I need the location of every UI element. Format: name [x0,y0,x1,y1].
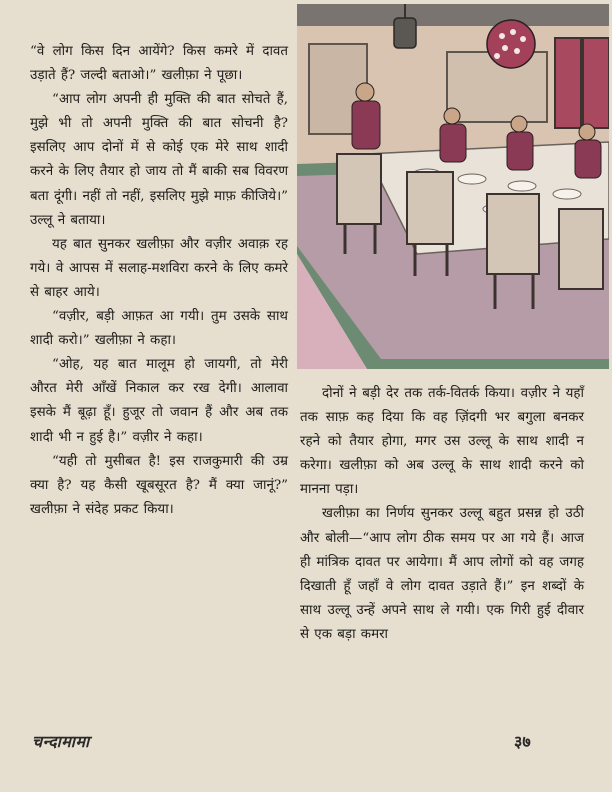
chandelier-ball [487,20,535,68]
paragraph-2: “आप लोग अपनी ही मुक्ति की बात सोचते हैं, मुझे भी तो अपनी मुक्ति की बात सोचनी है? इसलिए आप दोनों में से कोई एक मेरे साथ शादी करने के लिए तैयार हो जाय तो मैं बाकी सब विवरण बता दूंगी। नहीं तो नहीं, इसलिए मुझे माफ़ कीजिये।” उल्लू ने बताया। [30,92,288,228]
page-number: ३७ [514,732,531,751]
right-text-column [300,382,584,647]
paragraph-6: “यही तो मुसीबत है! इस राजकुमारी की उम्र क्या है? यह कैसी खूबसूरत है? मैं क्या जानूं?” खलीफ़ा ने संदेह प्रकट किया। [30,453,288,517]
feast-scene-drawing [297,4,609,369]
magazine-title: चन्दामामा [32,732,90,751]
paragraph-3: यह बात सुनकर खलीफ़ा और वज़ीर अवाक़ रह गये। वे आपस में सलाह-मशविरा करने के लिए कमरे से बाहर आये। [30,236,288,300]
feast-illustration [297,4,609,369]
left-text-column [30,40,288,522]
door-right [583,38,609,128]
paragraph-8: खलीफ़ा का निर्णय सुनकर उल्लू बहुत प्रसन्न हो उठी और बोली—“आप लोग ठीक समय पर आ गये हैं। आज ही मांत्रिक दावत पर आयेगा। मैं आप लोगों को वह जगह दिखाती हूँ जहाँ वे लोग दावत उड़ाते हैं।” इन शब्दों के साथ उल्लू उन्हें अपने साथ ले गयी। एक गिरी हुई दीवार से एक बड़ा कमरा [300,506,584,642]
hanging-lantern [394,18,416,48]
paragraph-5: “ओह, यह बात मालूम हो जायगी, तो मेरी औरत मेरी आँखें निकाल कर रख देगी। आलावा इसके मैं बूढ़ा हूँ। हुजूर तो जवान हैं और अब तक शादी भी न हुई है।” वज़ीर ने कहा। [30,357,288,445]
paragraph-1: “वे लोग किस दिन आयेंगे? किस कमरे में दावत उड़ाते हैं? जल्दी बताओ।” खलीफ़ा ने पूछा। [30,44,288,84]
paragraph-4: “वज़ीर, बड़ी आफ़त आ गयी। तुम उसके साथ शादी करो।” खलीफ़ा ने कहा। [30,309,288,349]
ceiling-band [297,4,609,26]
paragraph-7: दोनों ने बड़ी देर तक तर्क-वितर्क किया। वज़ीर ने यहाँ तक साफ़ कह दिया कि वह ज़िंदगी भर बगुला बनकर रहने को तैयार होगा, मगर उस उल्लू के साथ शादी न करेगा। खलीफ़ा को अब उल्लू के साथ शादी करने को मानना पड़ा। [300,386,584,498]
door-left [555,38,581,128]
